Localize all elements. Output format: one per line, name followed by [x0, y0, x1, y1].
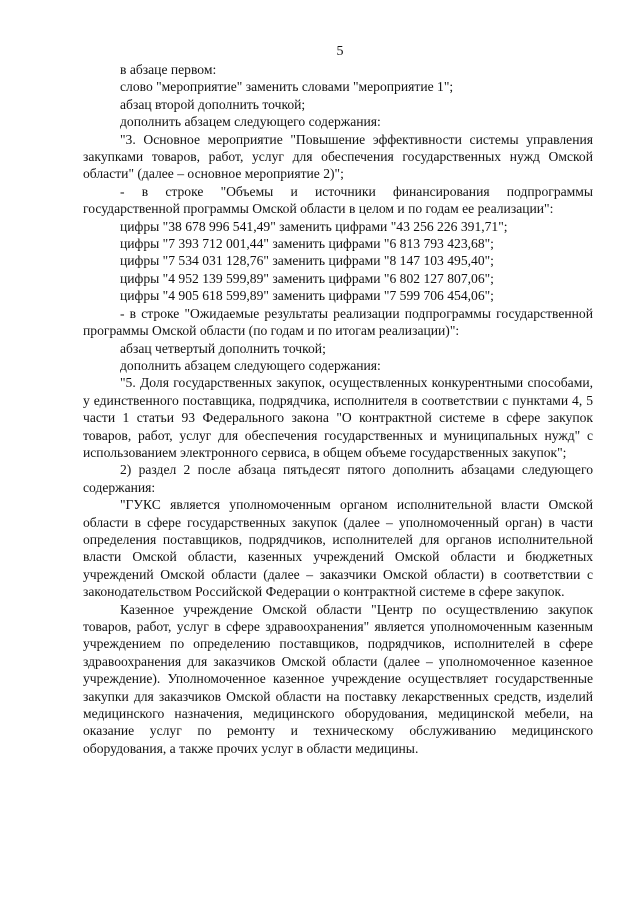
paragraph: 2) раздел 2 после абзаца пятьдесят пятого дополнить абзацами следующего содержания: [83, 462, 593, 495]
paragraph: цифры "7 534 031 128,76" заменить цифрами "8 147 103 495,40"; [120, 253, 494, 269]
paragraph: в абзаце первом: [120, 62, 217, 77]
paragraph: "5. Доля государственных закупок, осуществленных конкурентными способами, у единственного поставщика, подрядчика, исполнителя в соответствии с пунктами 4, 5 части 1 статьи 93 Федерального закона "О контрактной системе в сфере закупок товаров, работ, услуг для обеспечения государственных и муниципальных нужд" с использованием электронного сервиса, в общем объеме государственных закупок"; [83, 375, 593, 460]
paragraph: абзац второй дополнить точкой; [120, 96, 306, 112]
paragraph: - в строке "Ожидаемые результаты реализации подпрограммы государственной программы Омской области (по годам и по итогам реализации)": [83, 305, 593, 339]
paragraph: абзац четвертый дополнить точкой; [120, 340, 326, 356]
paragraph: цифры "4 905 618 599,89" заменить цифрами "7 599 706 454,06"; [120, 288, 494, 304]
page-number: 5 [336, 44, 344, 59]
paragraph: дополнить абзацем следующего содержания: [120, 114, 381, 130]
paragraph: - в строке "Объемы и источники финансирования подпрограммы государственной программы Омской области в целом и по годам ее реализации": [83, 183, 593, 217]
paragraph: слово "мероприятие" заменить словами "мероприятие 1"; [120, 79, 454, 95]
paragraph: "3. Основное мероприятие "Повышение эффективности системы управления закупками товаров, работ, услуг для обеспечения государственных нужд Омской области" (далее – основное мероприятие 2)"; [83, 131, 593, 182]
paragraph: дополнить абзацем следующего содержания: [120, 357, 381, 373]
paragraph: Казенное учреждение Омской области "Центр по осуществлению закупок товаров, работ, услуг в сфере здравоохранения" является уполномоченным казенным учреждением по определению поставщиков, подрядчиков, исполнителей в сфере здравоохранения для заказчиков Омской области (далее – уполномоченное казенное учреждение). Уполномоченное казенное учреждение осуществляет государственные закупки для заказчиков Омской области на поставку лекарственных средств, изделий медицинского назначения, медицинского оборудования, медицинской мебели, на оказание услуг по ремонту и техническому обслуживанию медицинского оборудования, а также прочих услуг в области медицины. [83, 601, 593, 756]
paragraph: "ГУКС является уполномоченным органом исполнительной власти Омской области в сфере государственных закупок (далее – уполномоченный орган) в части определения поставщиков, подрядчиков, исполнителей для органов исполнительной власти Омской области, казенных учреждений Омской области и бюджетных учреждений Омской области (далее – заказчики Омской области) в соответствии с законодательством Российской Федерации о контрактной системе в сфере закупок. [83, 497, 593, 600]
paragraph: цифры "7 393 712 001,44" заменить цифрами "6 813 793 423,68"; [120, 236, 494, 252]
paragraph: цифры "4 952 139 599,89" заменить цифрами "6 802 127 807,06"; [120, 270, 494, 286]
paragraph: цифры "38 678 996 541,49" заменить цифрами "43 256 226 391,71"; [120, 218, 508, 234]
document-body [83, 61, 593, 757]
